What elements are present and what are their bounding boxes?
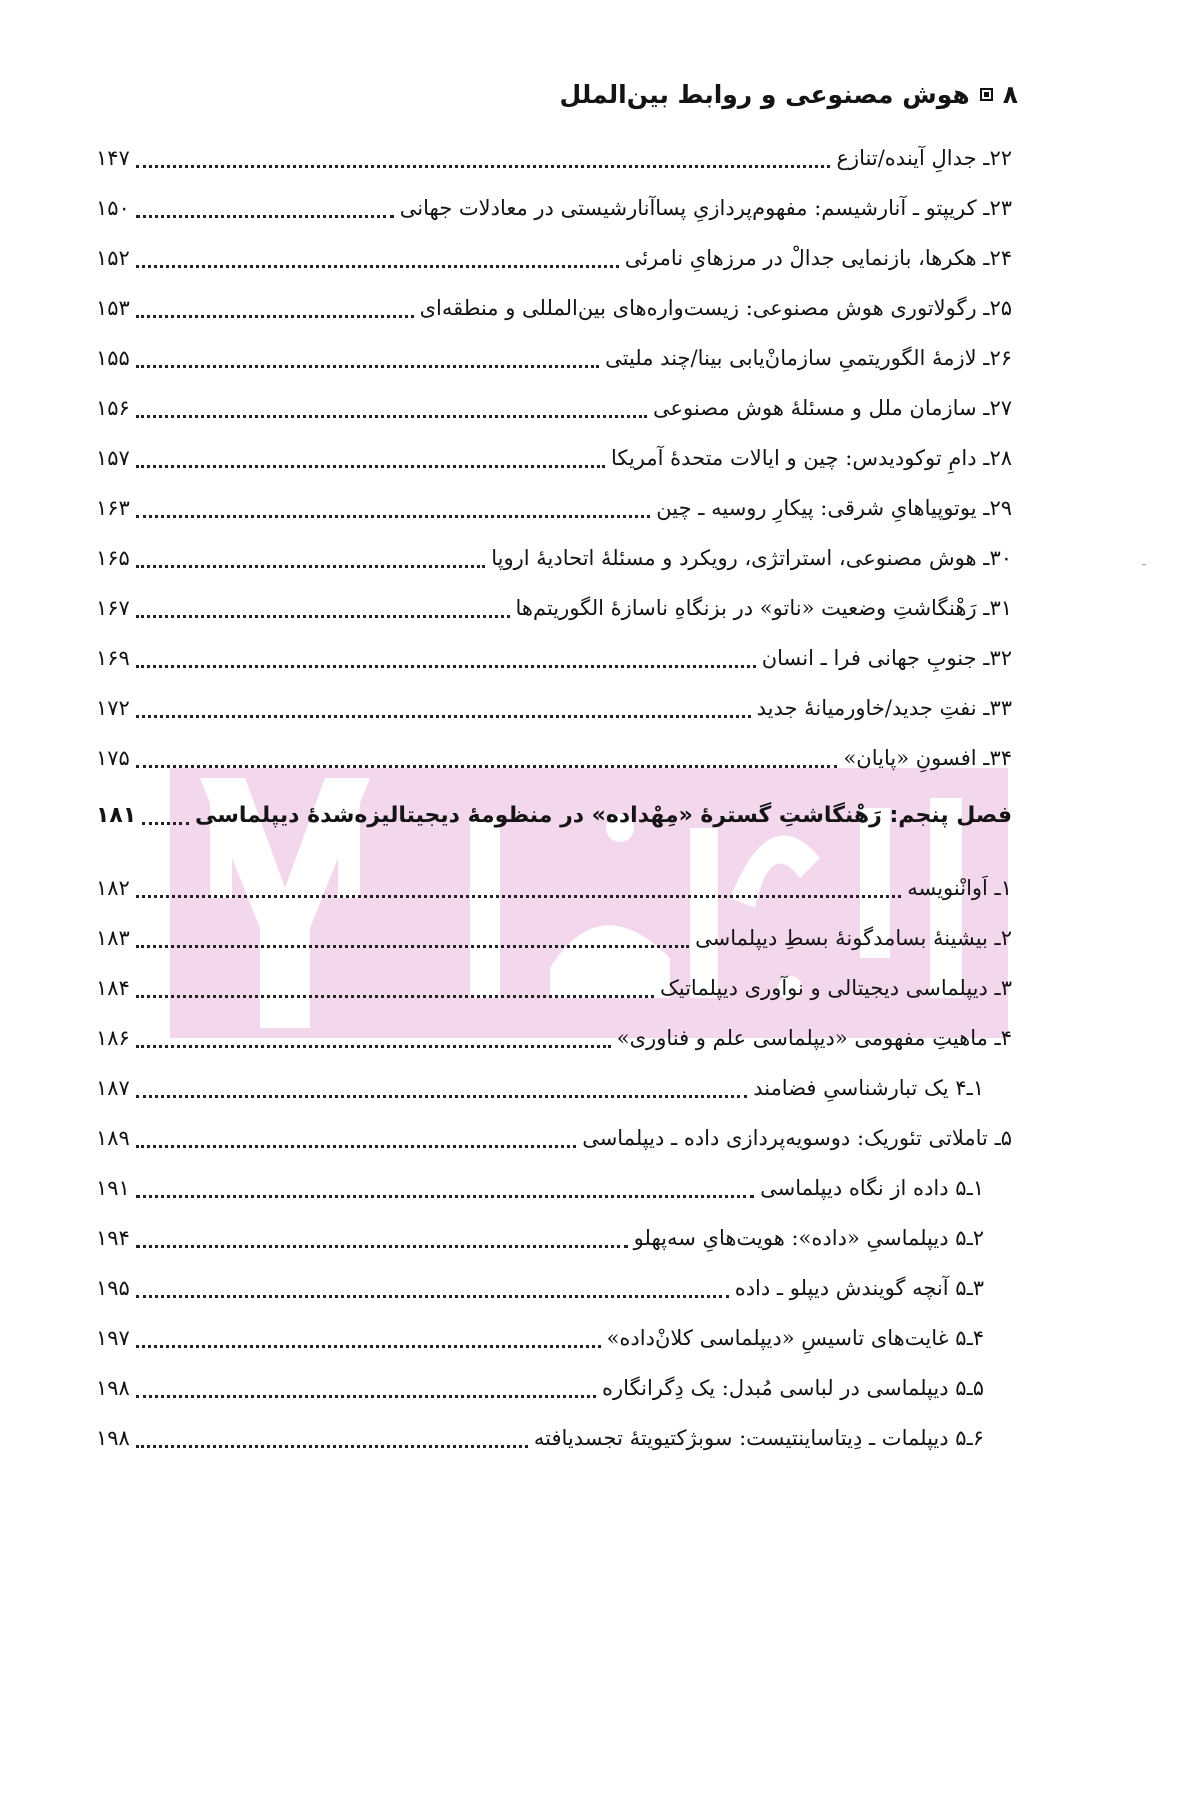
toc-page-number: ۱۷۵ bbox=[96, 746, 130, 770]
toc-page-number: ۱۸۳ bbox=[96, 926, 130, 950]
toc-page-number: ۱۴۷ bbox=[96, 146, 130, 170]
toc-page-number: ۱۹۸ bbox=[96, 1376, 130, 1400]
toc-entry: ۳۲ـ جنوبِ جهانی فرا ـ انسان ۱۶۹ bbox=[96, 646, 1012, 670]
toc-page-number: ۱۶۵ bbox=[96, 546, 130, 570]
toc-subentry: ۶ـ۵ دیپلمات ـ دِیتاساینتیست: سوبژکتیویتهٔ تجسدیافته ۱۹۸ bbox=[96, 1426, 984, 1450]
toc-page-number: ۱۶۹ bbox=[96, 646, 130, 670]
toc-subentry: ۴ـ۵ غایت‌های تاسیسِ «دیپلماسی کلانْ‌داده» ۱۹۷ bbox=[96, 1326, 984, 1350]
toc-entry: ۴ـ ماهیتِ مفهومی «دیپلماسی علم و فناوری» ۱۸۶ bbox=[96, 1026, 1012, 1050]
toc-page-number: ۱۸۲ bbox=[96, 876, 130, 900]
toc-page-number: ۱۵۶ bbox=[96, 396, 130, 420]
toc-page-number: ۱۸۴ bbox=[96, 976, 130, 1000]
toc-subentry: ۱ـ۴ یک تبارشناسیِ فضامند ۱۸۷ bbox=[96, 1076, 984, 1100]
toc-entry: ۳۴ـ افسونِ «پایان» ۱۷۵ bbox=[96, 746, 1012, 770]
running-header bbox=[560, 80, 1018, 109]
toc-page-number: ۱۸۶ bbox=[96, 1026, 130, 1050]
toc-page-number: ۱۸۹ bbox=[96, 1126, 130, 1150]
square-bullet-icon bbox=[980, 88, 993, 101]
toc-page-number: ۱۶۷ bbox=[96, 596, 130, 620]
toc-page-number: ۱۹۷ bbox=[96, 1326, 130, 1350]
toc-subentry: ۱ـ۵ داده از نگاه دیپلماسی ۱۹۱ bbox=[96, 1176, 984, 1200]
toc-page-number: ۱۹۱ bbox=[96, 1176, 130, 1200]
toc-entry: ۳ـ دیپلماسی دیجیتالی و نوآوری دیپلماتیک ۱۸۴ bbox=[96, 976, 1012, 1000]
toc-entry: ۳۰ـ هوش مصنوعی، استراتژی، رویکرد و مسئلهٔ اتحادیهٔ اروپا ۱۶۵ bbox=[96, 546, 1012, 570]
toc-page-number: ۱۸۱ bbox=[96, 802, 137, 828]
toc-entry: ۲ـ بیشینهٔ بسامدگونهٔ بسطِ دیپلماسی ۱۸۳ bbox=[96, 926, 1012, 950]
toc-entry: ۲۹ـ یوتوپیاهایِ شرقی: پیکارِ روسیه ـ چین ۱۶۳ bbox=[96, 496, 1012, 520]
toc-entry: ۲۳ـ کریپتو ـ آنارشیسم: مفهوم‌پردازیِ پساآنارشیستی در معادلات جهانی ۱۵۰ bbox=[96, 196, 1012, 220]
toc-entry: ۱ـ اَوانْنویسه ۱۸۲ bbox=[96, 876, 1012, 900]
toc-chapter-heading: فصل پنجم: رَهْنگاشتِ گسترهٔ «مِهْداده» در منظومهٔ دیجیتالیزه‌شدهٔ دیپلماسی ۱۸۱ bbox=[96, 802, 1012, 828]
toc-page-number: ۱۵۳ bbox=[96, 296, 130, 320]
toc-page-number: ۱۵۰ bbox=[96, 196, 130, 220]
toc-page-number: ۱۹۵ bbox=[96, 1276, 130, 1300]
toc-page-number: ۱۸۷ bbox=[96, 1076, 130, 1100]
toc-subentry: ۳ـ۵ آنچه گویندش دیپلو ـ داده ۱۹۵ bbox=[96, 1276, 984, 1300]
toc-entry: ۲۲ـ جدالِ آینده/تنازع ۱۴۷ bbox=[96, 146, 1012, 170]
toc-entry: ۳۳ـ نفتِ جدید/خاورمیانهٔ جدید ۱۷۲ bbox=[96, 696, 1012, 720]
toc-entry: ۲۴ـ هکرها، بازنمایی جدالْ در مرزهایِ نامرئی ۱۵۲ bbox=[96, 246, 1012, 270]
toc-entry: ۵ـ تاملاتی تئوریک: دوسویه‌پردازی داده ـ دیپلماسی ۱۸۹ bbox=[96, 1126, 1012, 1150]
toc-page-number: ۱۷۲ bbox=[96, 696, 130, 720]
toc-entry: ۲۶ـ لازمهٔ الگوریتمیِ سازمانْ‌یابی بینا/چند ملیتی ۱۵۵ bbox=[96, 346, 1012, 370]
toc-entry: ۲۵ـ رگولاتوری هوش مصنوعی: زیست‌واره‌های بین‌المللی و منطقه‌ای ۱۵۳ bbox=[96, 296, 1012, 320]
book-title: هوش مصنوعی و روابط بین‌الملل bbox=[559, 80, 970, 109]
toc-page-number: ۱۵۲ bbox=[96, 246, 130, 270]
toc-page-number: ۱۹۸ bbox=[96, 1426, 130, 1450]
margin-mark bbox=[1142, 564, 1146, 565]
page-number: ۸ bbox=[1002, 80, 1018, 109]
toc-page-number: ۱۹۴ bbox=[96, 1226, 130, 1250]
toc-page-number: ۱۵۷ bbox=[96, 446, 130, 470]
toc-page-number: ۱۶۳ bbox=[96, 496, 130, 520]
toc-entry: ۳۱ـ رَهْنگاشتِ وضعیت «ناتو» در بزنگاهِ ناسازهٔ الگوریتم‌ها ۱۶۷ bbox=[96, 596, 1012, 620]
toc-entry: ۲۷ـ سازمان ملل و مسئلهٔ هوش مصنوعی ۱۵۶ bbox=[96, 396, 1012, 420]
toc-entry: ۲۸ـ دامِ توکودیدس: چین و ایالات متحدهٔ آمریکا ۱۵۷ bbox=[96, 446, 1012, 470]
toc-page-number: ۱۵۵ bbox=[96, 346, 130, 370]
toc-subentry: ۲ـ۵ دیپلماسیِ «داده»: هویت‌هایِ سه‌پهلو ۱۹۴ bbox=[96, 1226, 984, 1250]
toc-subentry: ۵ـ۵ دیپلماسی در لباسی مُبدل: یک دِگرانگاره ۱۹۸ bbox=[96, 1376, 984, 1400]
